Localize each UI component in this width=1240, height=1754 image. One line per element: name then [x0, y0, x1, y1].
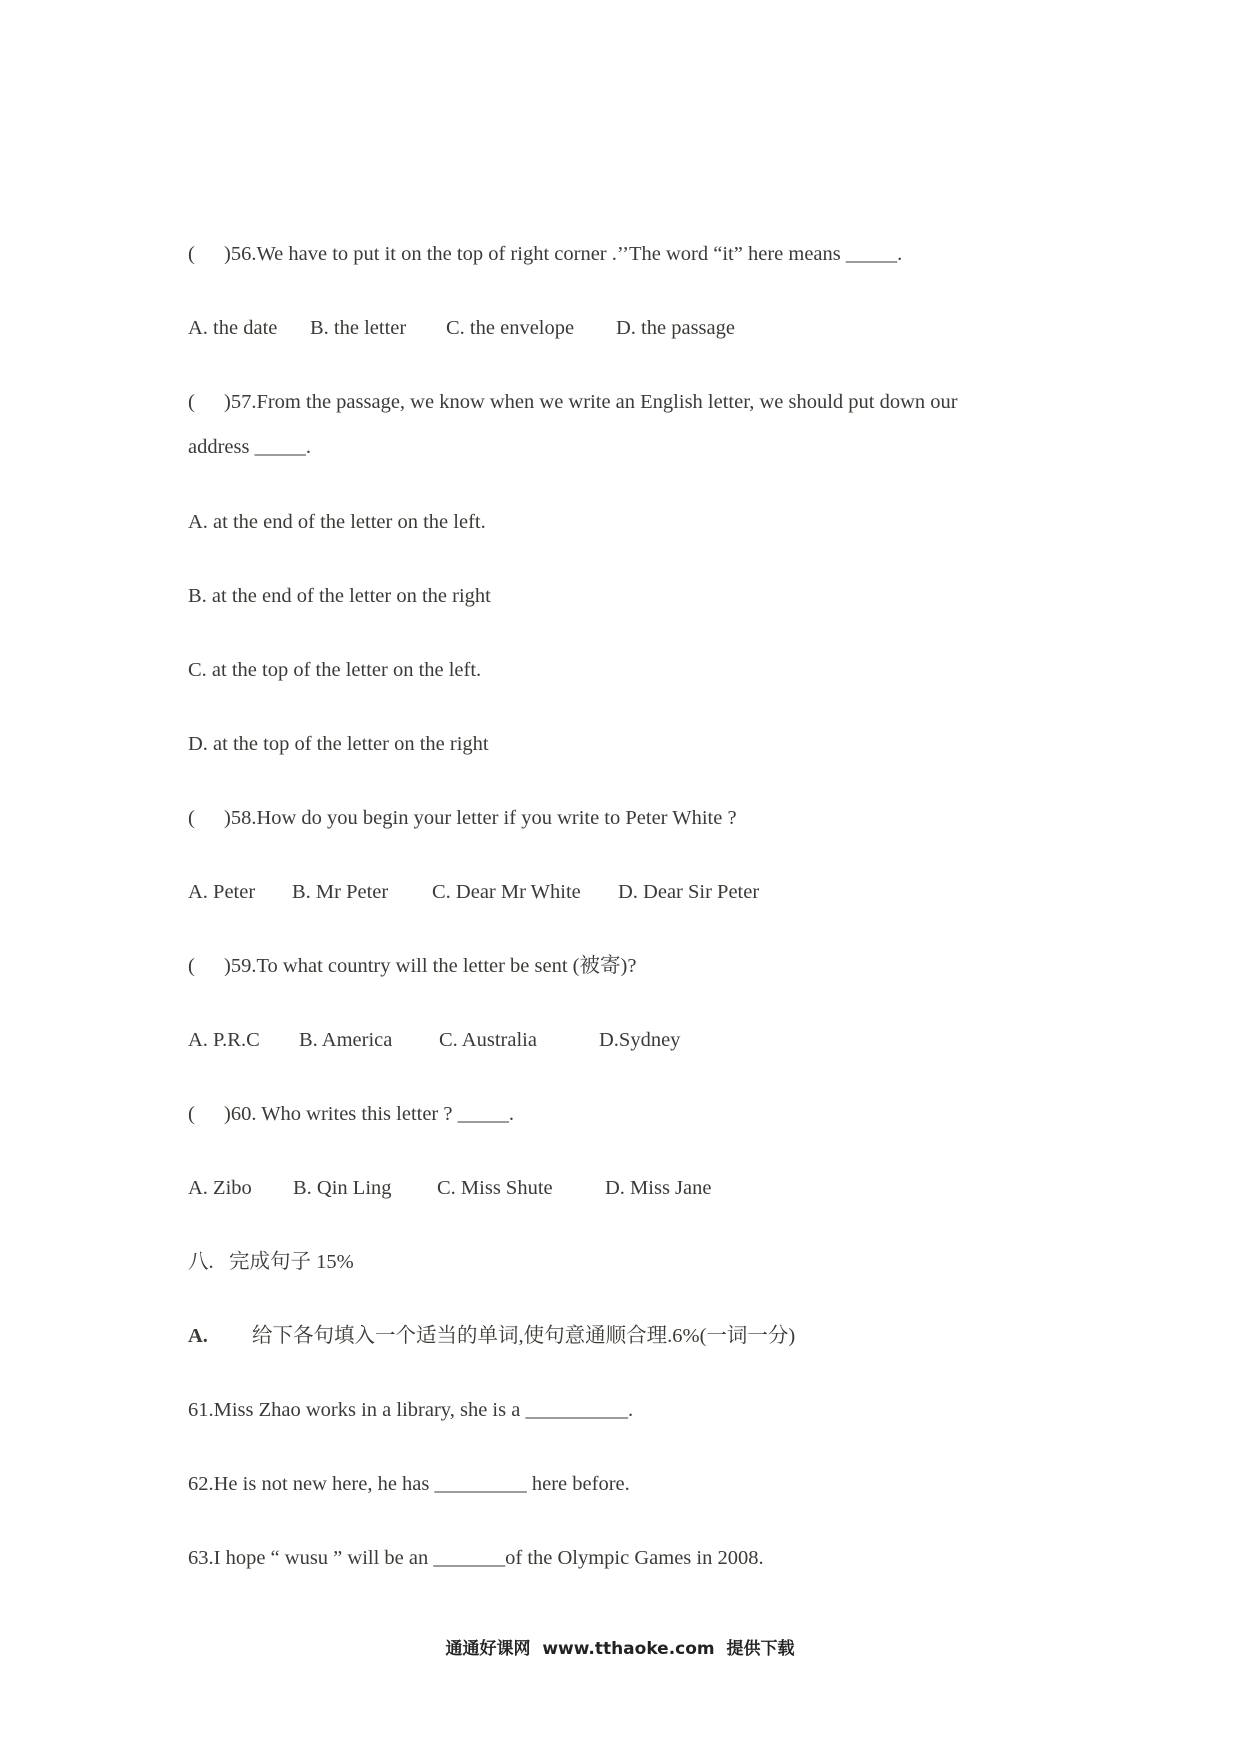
- option-a: A. the date: [188, 317, 278, 339]
- section-heading: 八. 完成句子 15%: [188, 1251, 354, 1273]
- answer-paren: (: [188, 955, 195, 977]
- part-a-instruction: [188, 1322, 795, 1350]
- question-57-stem-cont: address _____.: [188, 436, 311, 458]
- option-b: B. Qin Ling: [293, 1177, 392, 1199]
- question-59-stem: [188, 952, 636, 980]
- question-57-option-c: C. at the top of the letter on the left.: [188, 659, 482, 681]
- question-58-stem: [188, 804, 737, 832]
- question-text: )60. Who writes this letter ? _____.: [224, 1103, 514, 1125]
- option-d: D. the passage: [616, 317, 735, 339]
- option-d: D. Dear Sir Peter: [618, 881, 760, 903]
- page-footer: 通通好课网 www.tthaoke.com 提供下载: [445, 1639, 795, 1659]
- question-text: )58.How do you begin your letter if you write to Peter White ?: [224, 807, 737, 829]
- question-57-stem: [188, 388, 958, 416]
- option-b: B. America: [299, 1029, 393, 1051]
- question-57-option-d: D. at the top of the letter on the right: [188, 733, 489, 755]
- question-56-options: [188, 314, 735, 342]
- answer-paren: (: [188, 807, 195, 829]
- fill-in-63: 63.I hope “ wusu ” will be an _______of the Olympic Games in 2008.: [188, 1547, 764, 1569]
- fill-in-62: 62.He is not new here, he has _________ here before.: [188, 1473, 630, 1495]
- question-text: )59.To what country will the letter be sent (被寄)?: [224, 955, 637, 977]
- option-d: D. Miss Jane: [605, 1177, 712, 1199]
- question-60-stem: [188, 1100, 514, 1128]
- option-a: A. Peter: [188, 881, 256, 903]
- fill-in-61: 61.Miss Zhao works in a library, she is a __________.: [188, 1399, 634, 1421]
- question-text: )56.We have to put it on the top of right corner .’’The word “it” here means _____.: [224, 243, 903, 265]
- answer-paren: (: [188, 1103, 195, 1125]
- option-b: B. the letter: [310, 317, 407, 339]
- question-60-options: [188, 1174, 711, 1202]
- option-c: C. Australia: [439, 1029, 537, 1051]
- question-59-options: [188, 1026, 680, 1054]
- part-a-label: A.: [188, 1325, 208, 1347]
- option-a: A. P.R.C: [188, 1029, 260, 1051]
- option-c: C. Miss Shute: [437, 1177, 553, 1199]
- part-a-text: 给下各句填入一个适当的单词,使句意通顺合理.6%(一词一分): [252, 1325, 796, 1347]
- answer-paren: (: [188, 243, 195, 265]
- option-b: B. Mr Peter: [292, 881, 389, 903]
- option-c: C. the envelope: [446, 317, 575, 339]
- question-57-option-a: A. at the end of the letter on the left.: [188, 511, 486, 533]
- option-d: D.Sydney: [599, 1029, 681, 1051]
- answer-paren: (: [188, 391, 195, 413]
- option-c: C. Dear Mr White: [432, 881, 581, 903]
- question-text: )57.From the passage, we know when we write an English letter, we should put down our: [224, 391, 958, 413]
- question-57-option-b: B. at the end of the letter on the right: [188, 585, 491, 607]
- question-56-stem: [188, 240, 902, 268]
- option-a: A. Zibo: [188, 1177, 252, 1199]
- question-58-options: [188, 878, 759, 906]
